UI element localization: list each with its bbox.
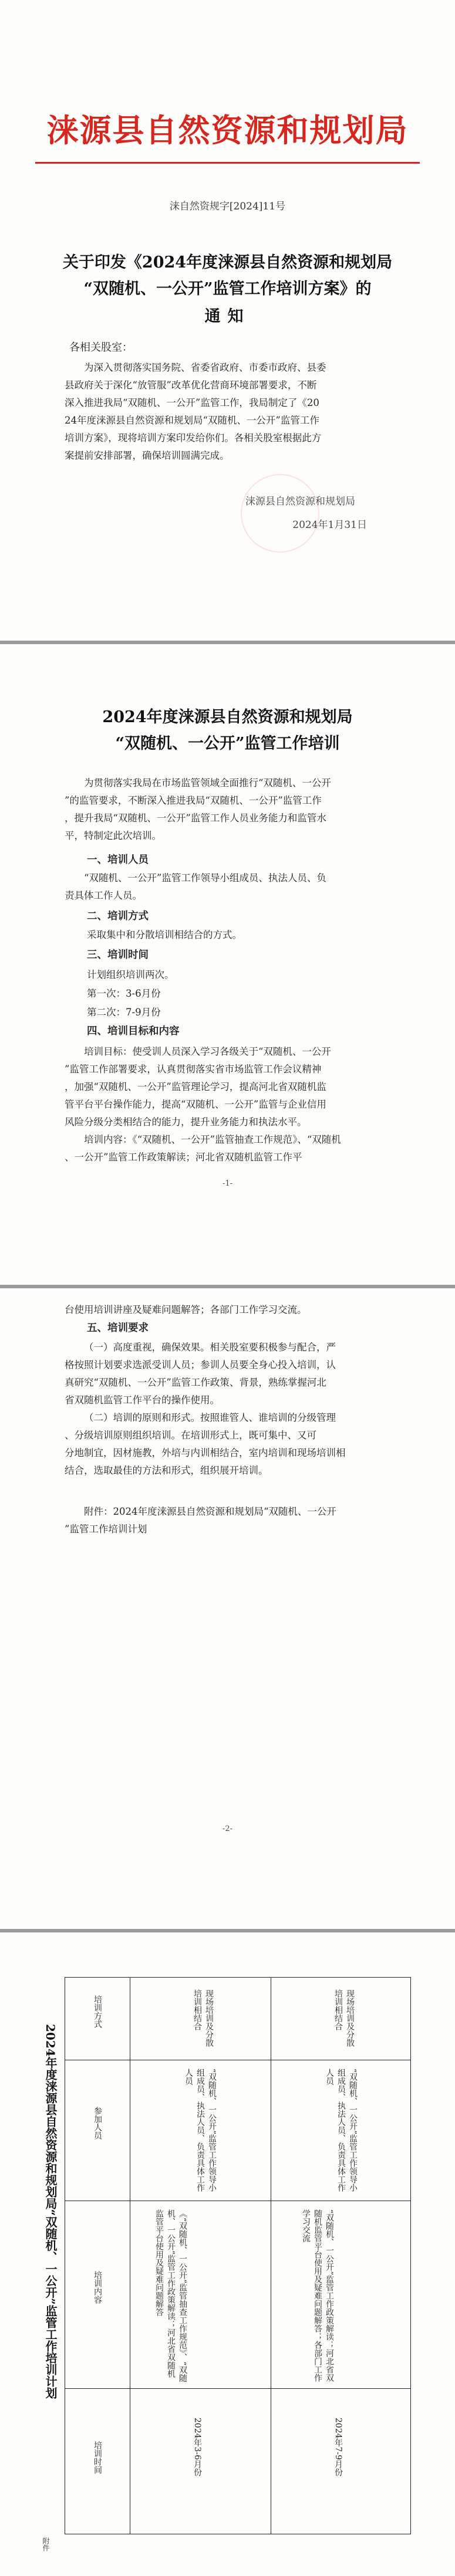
body-line: “双随机、一公开”监管工作领导小组成员、执法人员、负	[84, 872, 326, 884]
body-line: 分地制宜，因材施教，外培与内训相结合，室内培训和现场培训相	[65, 1447, 346, 1458]
attachment-note	[65, 1503, 393, 1538]
official-seal	[241, 474, 319, 553]
body-line: （二）培训的原则和形式。按照谁管人、谁培训的分级管理	[84, 1412, 336, 1423]
signature-org: 涞源县自然资源和规划局	[245, 496, 355, 507]
doc-number: 涞自然资规字[2024]11号	[169, 201, 286, 212]
body-line: ”监管工作培训计划	[65, 1524, 147, 1535]
body-line: ，加强“双随机、一公开”监管理论学习，提高河北省双随机监	[65, 1081, 326, 1092]
body-line: （一）高度重视，确保效果。相关股室要积极参与配合，严	[84, 1342, 336, 1353]
appendix-caption: 2024年度涞源县自然资源和规划局“双随机、一公开”监管工作培训计划	[43, 2024, 58, 2399]
body-line: 培训目标：使受训人员深入学习各级关于“双随机、一公开	[84, 1046, 331, 1057]
table-cell: 现场培训及分散培训相结合	[193, 1989, 214, 2047]
section-heading: 一、培训人员	[87, 854, 149, 866]
section-heading: 二、培训方式	[87, 910, 149, 922]
body-line: 县政府关于深化“放管服”改革优化营商环境部署要求，不断	[65, 380, 317, 391]
body-line: 第二次：7-9月份	[87, 1007, 161, 1018]
plan-intro	[65, 774, 393, 845]
continued-text	[65, 1301, 393, 1319]
body-line: 台使用培训讲座及疑难问题解答；各部门工作学习交流。	[65, 1304, 307, 1315]
table-cell: 《“双随机、一公开”监管抽查工作规范》、“双随机、一公开”监管工作政策解读；河北省双随机监管平台使用及疑难问题解答	[154, 2209, 187, 2382]
plan-title-line2: “双随机、一公开”监管工作培训	[115, 734, 340, 753]
body-line: 附件：2024年度涞源县自然资源和规划局“双随机、一公开	[84, 1506, 336, 1517]
signature-date: 2024年1月31日	[292, 519, 367, 531]
section-heading: 三、培训时间	[87, 949, 149, 961]
body-line: 案提前安排部署，确保培训圆满完成。	[65, 450, 230, 461]
masthead: 涞源县自然资源和规划局	[46, 112, 409, 149]
body-line: 24年度涞源县自然资源和规划局“双随机、一公开”监管工作	[65, 415, 319, 426]
body-line: 格按照计划要求选派受训人员；参训人员要全身心投入培训，认	[65, 1359, 336, 1370]
body-line: 责具体工作人员。	[65, 890, 142, 901]
body-line: 真研究“双随机、一公开”监管工作政策、背景，熟练掌握河北	[65, 1377, 326, 1388]
plan-title-line1: 2024年度涞源县自然资源和规划局	[102, 708, 353, 726]
body-line: 计划组织培训两次。	[87, 969, 174, 980]
body-line: 管平台平台操作能力，提高“双随机、一公开”监管与企业信用	[65, 1099, 326, 1110]
body-line: ”监管工作部署要求，认真贯彻落实省市场监管工作会议精神	[65, 1064, 322, 1075]
body-line: 为贯彻落实我局在市场监管领域全面推行“双随机、一公开	[84, 777, 331, 788]
salutation: 各相关股室：	[69, 341, 133, 354]
table-cell: “双随机、一公开”监管工作领导小组成员、执法人员、负责具体工作人员	[184, 2069, 217, 2192]
page-number: -1-	[222, 1179, 233, 1188]
header-people: 参加人员	[93, 2107, 102, 2140]
body-line: 结合，选取最佳的方法和形式，组织展开培训。	[65, 1465, 268, 1476]
header-content: 培训内容	[93, 2271, 102, 2304]
notice-body	[65, 359, 393, 465]
body-line: 、一公开”监管工作政策解读；河北省双随机监管工作平	[65, 1152, 302, 1163]
section-body	[65, 1043, 393, 1166]
header-method: 培训方式	[93, 1995, 102, 2028]
notice-title-line2: “双随机、一公开”监管工作培训方案》的	[83, 280, 372, 298]
body-line: 深入推进我局“双随机、一公开”监管工作，我局制定了《20	[65, 397, 319, 408]
table-divider	[65, 2388, 410, 2389]
section-body	[65, 869, 393, 905]
body-line: 风险分级分类相结合的能力，提升业务能力和执法水平。	[65, 1116, 307, 1128]
body-line: 省双随机监管工作平台的操作使用。	[65, 1394, 220, 1406]
header-time: 培训时间	[93, 2441, 102, 2474]
body-line: 第一次：3-6月份	[87, 988, 161, 999]
appendix-footer: 附件	[42, 2537, 50, 2551]
table-cell: 现场培训及分散培训相结合	[333, 1989, 355, 2047]
section-body	[65, 1339, 393, 1480]
body-line: 平，特制定此次培训。	[65, 830, 161, 841]
page-number: -2-	[222, 1824, 233, 1833]
red-divider	[35, 162, 420, 164]
body-line: ”的监管要求，不断深入推进我局“双随机、一公开”监管工作	[65, 795, 322, 806]
notice-title-line3: 通知	[204, 307, 251, 326]
training-plan-table	[65, 1977, 411, 2534]
notice-title-line1: 关于印发《2024年度涞源县自然资源和规划局	[62, 253, 393, 272]
section-heading: 四、培训目标和内容	[87, 1025, 180, 1037]
table-cell: 2024年7-9月份	[333, 2418, 343, 2477]
section-body: 采取集中和分散培训相结合的方式。	[87, 929, 242, 940]
body-line: 培训方案》，现将培训方案印发给你们。各相关股室根据此方	[65, 432, 322, 444]
body-line: 培训内容：《“双随机、一公开”监管抽查工作规范》、“双随机	[84, 1134, 341, 1145]
body-line: 为深入贯彻落实国务院、省委省政府、市委市政府、县委	[84, 362, 326, 373]
table-cell: 2024年3-6月份	[193, 2418, 202, 2477]
body-line: ，提升我局“双随机、一公开”监管工作人员业务能力和监管水	[65, 813, 326, 824]
section-heading: 五、培训要求	[87, 1322, 149, 1334]
table-cell: “双随机、一公开”监管工作政策解读；河北省双随机监管平台使用及疑难问题解答；各部门工作学习交流	[301, 2209, 334, 2382]
table-cell: “双随机、一公开”监管工作领导小组成员、执法人员、负责具体工作人员	[325, 2069, 358, 2192]
body-line: 、分级培训原则组织培训。在培训形式上，既可集中、又可	[65, 1430, 316, 1441]
